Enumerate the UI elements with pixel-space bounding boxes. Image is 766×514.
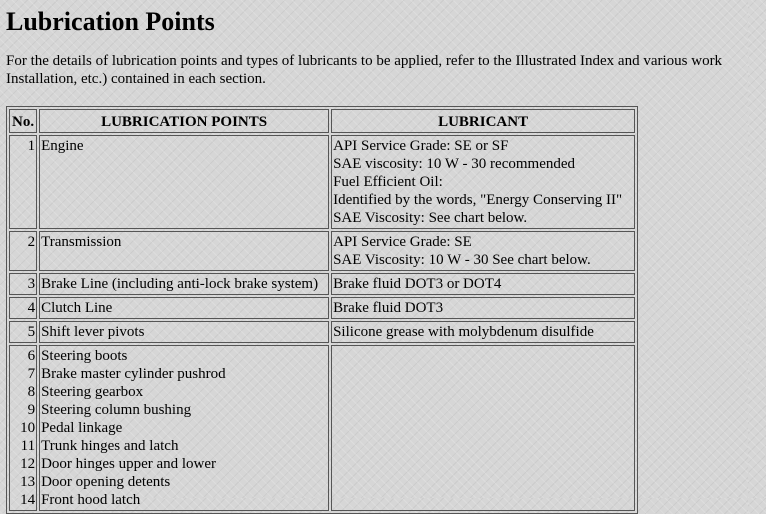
lubricant-spec: Brake fluid DOT3 xyxy=(333,300,444,316)
row-number: 4 xyxy=(27,300,36,316)
row-number-cell xyxy=(9,273,37,295)
lubrication-point: Front hood latch xyxy=(41,492,141,508)
lubrication-point-cell xyxy=(39,345,329,511)
row-number: 12 xyxy=(20,456,36,472)
lubrication-point: Steering boots xyxy=(41,348,128,364)
lubrication-point-cell xyxy=(39,321,329,343)
row-number: 1 xyxy=(27,138,36,154)
lubrication-point: Door opening detents xyxy=(41,474,171,490)
lubrication-point: Brake master cylinder pushrod xyxy=(41,366,226,382)
lubrication-point-cell xyxy=(39,135,329,229)
lubricant-spec: SAE viscosity: 10 W - 30 recommended xyxy=(333,156,576,172)
intro-paragraph xyxy=(6,52,766,88)
header-lubricant: LUBRICANT xyxy=(331,109,635,133)
lubricant-cell xyxy=(331,321,635,343)
lubricant-spec: API Service Grade: SE or SF xyxy=(333,138,509,154)
lubricant-spec: SAE Viscosity: See chart below. xyxy=(333,210,528,226)
header-lubrication-points: LUBRICATION POINTS xyxy=(39,109,329,133)
page-title: Lubrication Points xyxy=(6,7,215,36)
row-number-cell xyxy=(9,345,37,511)
lubrication-point: Steering column bushing xyxy=(41,402,192,418)
row-number: 11 xyxy=(20,438,36,454)
header-no: No. xyxy=(9,109,37,133)
row-number: 13 xyxy=(20,474,36,490)
lubrication-point-cell xyxy=(39,273,329,295)
row-number-cell xyxy=(9,135,37,229)
lubrication-point: Steering gearbox xyxy=(41,384,144,400)
intro-line-2: Installation, etc.) contained in each section. xyxy=(6,71,266,87)
lubricant-spec: Identified by the words, "Energy Conserving II" xyxy=(333,192,623,208)
row-number-cell xyxy=(9,231,37,271)
row-number: 10 xyxy=(20,420,36,436)
table-row xyxy=(9,135,635,229)
row-number-cell xyxy=(9,297,37,319)
intro-line-1: For the details of lubrication points and types of lubricants to be applied, refer to the Illustrated Index and various work xyxy=(6,53,723,69)
page xyxy=(6,0,748,88)
table-header-row xyxy=(9,109,635,133)
row-number: 8 xyxy=(27,384,36,400)
row-number: 2 xyxy=(27,234,36,250)
row-number: 5 xyxy=(27,324,36,340)
row-spacer xyxy=(41,155,327,167)
lubricant-cell xyxy=(331,345,635,511)
table-row xyxy=(9,297,635,319)
table-row xyxy=(9,321,635,343)
row-number: 9 xyxy=(27,402,36,418)
lubricant-cell xyxy=(331,231,635,271)
table-row xyxy=(9,231,635,271)
lubrication-point: Trunk hinges and latch xyxy=(41,438,179,454)
lubrication-point: Door hinges upper and lower xyxy=(41,456,217,472)
table-row xyxy=(9,273,635,295)
lubrication-point: Transmission xyxy=(41,234,122,250)
lubricant-cell xyxy=(331,273,635,295)
lubrication-point: Engine xyxy=(41,138,84,154)
table-row xyxy=(9,345,635,511)
row-number: 7 xyxy=(27,366,36,382)
lubrication-point-cell xyxy=(39,231,329,271)
lubrication-point: Pedal linkage xyxy=(41,420,123,436)
row-number: 14 xyxy=(20,492,36,508)
lubrication-table xyxy=(6,106,638,514)
lubricant-spec: Brake fluid DOT3 or DOT4 xyxy=(333,276,502,292)
lubricant-spec: API Service Grade: SE xyxy=(333,234,472,250)
lubrication-point: Brake Line (including anti-lock brake system) xyxy=(41,276,319,292)
row-number: 6 xyxy=(27,348,36,364)
lubricant-spec: Fuel Efficient Oil: xyxy=(333,174,443,190)
lubrication-point: Shift lever pivots xyxy=(41,324,145,340)
lubricant-cell xyxy=(331,297,635,319)
row-number-cell xyxy=(9,321,37,343)
table-body xyxy=(9,135,635,511)
lubricant-spec: SAE Viscosity: 10 W - 30 See chart below. xyxy=(333,252,591,268)
lubrication-point: Clutch Line xyxy=(41,300,113,316)
lubricant-spec: Silicone grease with molybdenum disulfide xyxy=(333,324,594,340)
row-number: 3 xyxy=(27,276,36,292)
row-spacer xyxy=(41,251,327,263)
lubricant-cell xyxy=(331,135,635,229)
lubrication-point-cell xyxy=(39,297,329,319)
